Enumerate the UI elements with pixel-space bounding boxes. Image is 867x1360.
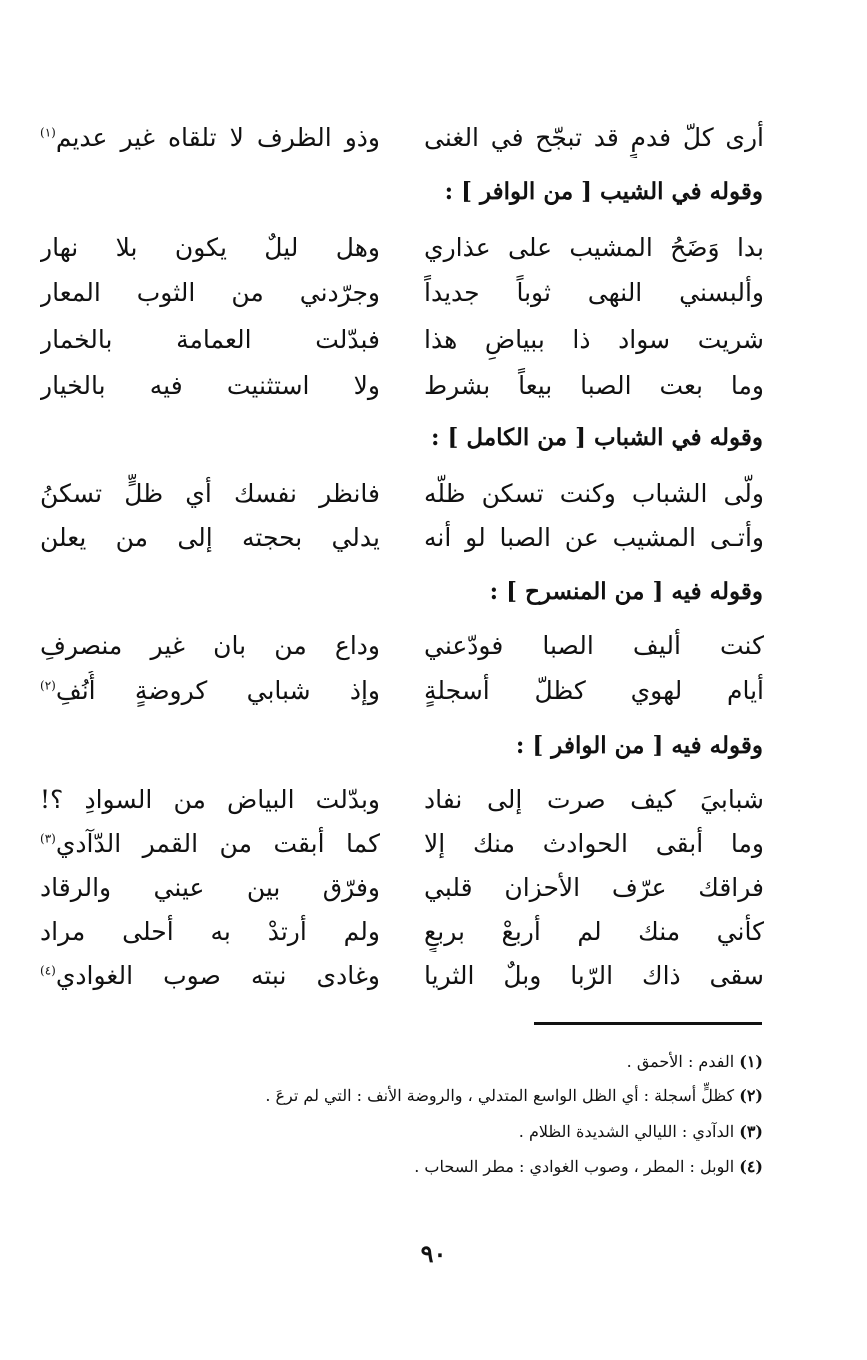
verse-line <box>40 868 764 908</box>
first-hemistich: وما أبقى الحوادث منك إلا <box>424 829 764 858</box>
second-hemistich <box>40 118 380 158</box>
poem-introduction: وقوله في الشباب [ من الكامل ] : <box>431 424 763 451</box>
hemistich-text: وإذ شبابي كروضةٍ أُنُفِ <box>55 676 380 705</box>
footnote-text: الدآدي : الليالي الشديدة الظلام . <box>518 1122 735 1141</box>
footnote-number: (٢) <box>739 1086 763 1105</box>
footnote-number: (٤) <box>739 1157 763 1176</box>
verse-line <box>40 366 764 406</box>
first-hemistich: سقى ذاك الرّبا وبلٌ الثريا <box>424 961 764 990</box>
second-hemistich <box>40 671 380 711</box>
second-hemistich: يدلي بحجته إلى من يعلن <box>40 523 380 552</box>
first-hemistich: بدا وَضَحُ المشيب على عذاري <box>424 233 764 262</box>
footnote-reference: (٣) <box>40 831 56 846</box>
hemistich-text: كما أبقت من القمر الدّآدي <box>55 829 380 858</box>
hemistich-text: وغادى نبته صوب الغوادي <box>55 961 380 990</box>
verse-line <box>40 912 764 952</box>
second-hemistich <box>40 956 380 996</box>
footnote-text: الفدم : الأحمق . <box>626 1052 735 1071</box>
footnote-number: (٣) <box>739 1122 763 1141</box>
footnote <box>414 1153 763 1181</box>
second-hemistich: وهل ليلٌ يكون بلا نهار <box>40 233 380 262</box>
second-hemistich: وداع من بان غير منصرفِ <box>40 631 380 660</box>
second-hemistich: فبدّلت العمامة بالخمار <box>40 325 380 354</box>
first-hemistich: شريت سواد ذا ببياضِ هذا <box>424 325 764 354</box>
poem-introduction: وقوله في الشيب [ من الوافر ] : <box>444 178 763 205</box>
second-hemistich: فانظر نفسك أي ظلٍّ تسكنُ <box>40 479 380 508</box>
first-hemistich: أرى كلّ فدمٍ قد تبجّح في الغنى <box>424 123 764 152</box>
footnote-reference: (٤) <box>40 963 56 978</box>
footnote-separator <box>534 1022 762 1025</box>
footnote <box>627 1048 763 1076</box>
second-hemistich: وفرّق بين عيني والرقاد <box>40 873 380 902</box>
verse-line <box>40 228 764 268</box>
first-hemistich: فراقك عرّف الأحزان قلبي <box>424 873 764 902</box>
second-hemistich <box>40 824 380 864</box>
footnote-text: الوبل : المطر ، وصوب الغوادي : مطر السحاب . <box>414 1157 735 1176</box>
footnote-reference: (١) <box>40 125 56 140</box>
first-hemistich: وما بعت الصبا بيعاً بشرط <box>424 371 764 400</box>
first-hemistich: كأني منك لم أربعْ بربعٍ <box>424 917 764 946</box>
verse-line <box>40 474 764 514</box>
second-hemistich: ولم أرتدْ به أحلى مراد <box>40 917 380 946</box>
first-hemistich: كنت أليف الصبا فودّعني <box>424 631 764 660</box>
verse-line <box>40 273 764 313</box>
first-hemistich: شبابيَ كيف صرت إلى نفاد <box>424 785 764 814</box>
verse-line <box>40 824 764 864</box>
verse-line <box>40 320 764 360</box>
poem-introduction: وقوله فيه [ من الوافر ] : <box>515 732 763 759</box>
hemistich-text: وذو الظرف لا تلقاه غير عديم <box>55 123 380 152</box>
first-hemistich: ولّى الشباب وكنت تسكن ظلّه <box>424 479 764 508</box>
poem-introduction: وقوله فيه [ من المنسرح ] : <box>489 578 763 605</box>
first-hemistich: وألبسني النهى ثوباً جديداً <box>424 278 764 307</box>
second-hemistich: ولا استثنيت فيه بالخيار <box>40 371 380 400</box>
verse-line <box>40 780 764 820</box>
verse-line <box>40 956 764 996</box>
page-number: ٩٠ <box>420 1239 447 1268</box>
verse-line <box>40 671 764 711</box>
footnote-reference: (٢) <box>40 678 56 693</box>
footnote <box>265 1082 763 1110</box>
footnote-number: (١) <box>739 1052 763 1071</box>
verse-line <box>40 626 764 666</box>
first-hemistich: وأتـى المشيب عن الصبا لو أنه <box>424 523 764 552</box>
second-hemistich: وبدّلت البياض من السوادِ ؟! <box>40 785 380 814</box>
first-hemistich: أيام لهوي كظلّ أسجلةٍ <box>424 676 764 705</box>
verse-line <box>40 118 764 158</box>
footnote-text: كظلٍّ أسجلة : أي الظل الواسع المتدلي ، والروضة الأنف : التي لم ترعَ . <box>265 1086 735 1105</box>
verse-line <box>40 518 764 558</box>
second-hemistich: وجرّدني من الثوب المعار <box>40 278 380 307</box>
footnote <box>519 1118 763 1146</box>
